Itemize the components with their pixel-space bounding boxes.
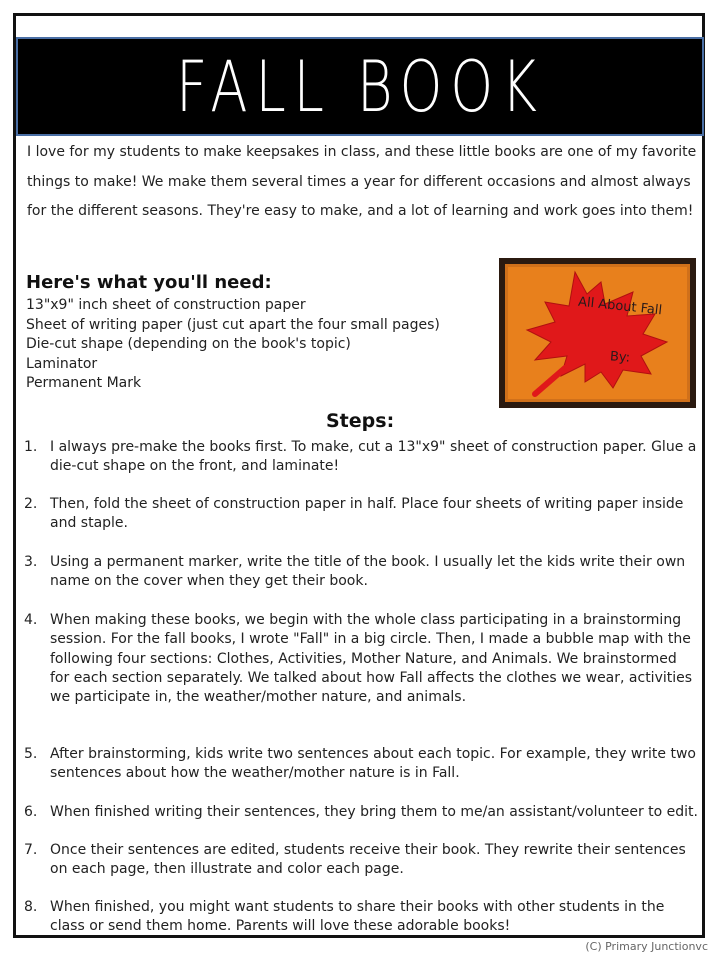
step-item [24, 898, 700, 937]
step-number: 3. [24, 554, 38, 570]
step-number: 2. [24, 496, 38, 512]
title-banner [16, 37, 704, 136]
book-cover [505, 264, 690, 402]
supplies-heading: Here's what you'll need: [26, 272, 272, 293]
supply-item: Sheet of writing paper (just cut apart the four small pages) [26, 316, 440, 333]
step-item [24, 495, 700, 534]
supply-item: Permanent Mark [26, 375, 142, 391]
supply-item: 13"x9" inch sheet of construction paper [26, 297, 306, 313]
cover-by-line: By: [609, 349, 631, 366]
step-number: 8. [24, 899, 38, 915]
step-item [24, 803, 700, 822]
step-item [24, 841, 700, 880]
step-item [24, 611, 700, 707]
step-item [24, 553, 700, 592]
step-number: 4. [24, 612, 38, 628]
maple-leaf-icon [505, 264, 690, 402]
step-text: When finished writing their sentences, they bring them to me/an assistant/volunteer to edit. [50, 804, 698, 820]
supplies-list [26, 296, 440, 394]
step-text: Once their sentences are edited, students receive their book. They rewrite their sentences on each page, then illustrate and color each page. [50, 842, 686, 878]
copyright-footer: (C) Primary Junctionvc [585, 940, 708, 953]
step-number: 7. [24, 842, 38, 858]
intro-paragraph: I love for my students to make keepsakes in class, and these little books are one of my favorite things to make! We make them several times a year for different occasions and almost always for the different seasons. They're easy to make, and a lot of learning and work goes into them! [27, 144, 697, 219]
step-number: 1. [24, 439, 38, 455]
supply-item: Die-cut shape (depending on the book's topic) [26, 336, 351, 352]
step-item [24, 745, 700, 784]
cover-title: All About Fall [577, 294, 663, 319]
book-cover-photo [499, 258, 696, 408]
step-text: When finished, you might want students to share their books with other students in the class or send them home. Parents will love these adorable books! [50, 899, 665, 935]
step-number: 6. [24, 804, 38, 820]
step-item [24, 438, 700, 477]
step-text: After brainstorming, kids write two sentences about each topic. For example, they write two sentences about how the weather/mother nature is in Fall. [50, 746, 696, 782]
supply-item: Laminator [26, 355, 98, 372]
step-text: When making these books, we begin with the whole class participating in a brainstorming session. For the fall books, I wrote "Fall" in a big circle. Then, I made a bubble map with the following four sections: Clothes, Activities, Mother Nature, and Animals. We brainstormed for each section separately. We talked about how Fall affects the clothes we wear, activities we participate in, the weather/mother nature, and animals. [50, 612, 693, 706]
step-text: Then, fold the sheet of construction paper in half. Place four sheets of writing paper inside and staple. [50, 496, 684, 532]
step-text: Using a permanent marker, write the title of the book. I usually let the kids write their own name on the cover when they get their book. [50, 554, 686, 590]
steps-heading: Steps: [326, 410, 395, 432]
page-title: FALL BOOK [175, 45, 545, 128]
step-text: I always pre-make the books first. To make, cut a 13"x9" sheet of construction paper. Glue a die-cut shape on the front, and laminate! [50, 439, 697, 475]
step-number: 5. [24, 746, 38, 762]
